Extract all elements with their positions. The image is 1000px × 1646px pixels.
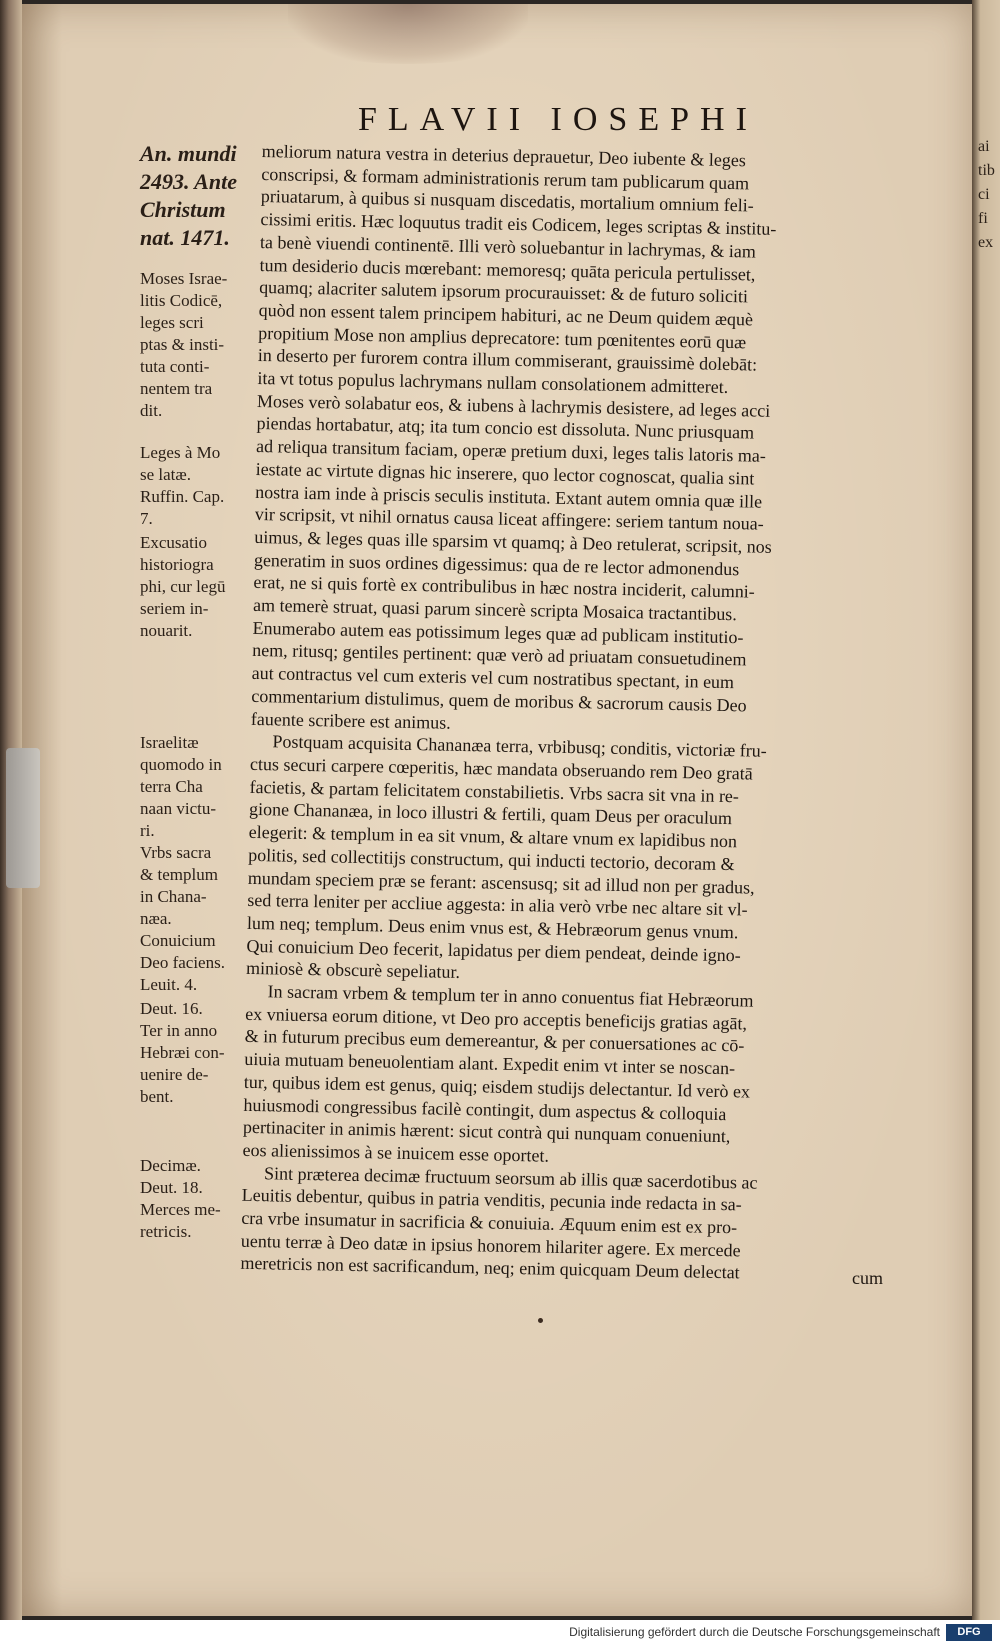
margin-note-line: nentem tra (140, 379, 213, 398)
body-line: Moses verò solabatur eos, & iubens à lachrymis desistere, ad leges acci (256, 390, 771, 421)
margin-note (140, 930, 260, 996)
margin-note-line: Hebræi con- (140, 1043, 225, 1062)
margin-note-line: Leges à Mo (140, 443, 221, 462)
margin-note-line: An. mundi (140, 141, 237, 166)
sliver-fragment: ex (978, 234, 994, 251)
sliver-fragment: ci (978, 186, 990, 203)
body-line: gione Chananæa, in loco illustri & fertili, quam Deus per oraculum (248, 799, 733, 829)
margin-note-line: Deo faciens. (140, 953, 225, 972)
margin-note-line: litis Codicē, (140, 291, 223, 310)
margin-note-line: seriem in- (140, 599, 209, 618)
body-line: meretricis non est sacrificandum, neq; enim quicquam Deum delectat (240, 1253, 740, 1283)
body-line: Sint præterea decimæ fructuum seorsum ab illis quæ sacerdotibus ac (263, 1162, 758, 1193)
margin-note-line: quomodo in (140, 755, 222, 774)
body-line: am temerè struat, quasi parum sincerè scripta Mosaica tractantibus. (252, 594, 738, 625)
running-title: FLAVII IOSEPHI (358, 101, 758, 138)
margin-note-line: Israelitæ (140, 733, 199, 752)
dfg-logo: DFG (946, 1624, 992, 1641)
margin-note-line: terra Cha (140, 777, 203, 796)
body-line: & in futurum precibus eum demereantur, & per conuersationes ac cō- (244, 1026, 745, 1056)
body-line: piendas hortabatur, atq; ita tum concio est dissoluta. Nunc priusquam (256, 413, 755, 443)
margin-note-line: tuta conti- (140, 357, 210, 376)
body-line: ad reliqua transitum faciam, operæ pretium duxi, leges talis latoris ma- (255, 436, 767, 466)
margin-note (140, 532, 260, 642)
body-line: Leuitis debentur, quibus in patria venditis, pecunia inde redacta in sa- (241, 1185, 742, 1215)
body-line: ex vniuersa eorum ditione, vt Deo pro acceptis beneficijs gratias agāt, (245, 1003, 748, 1034)
body-line: tur, quibus idem est genus, quiq; eisdem studijs delectantur. Id verò ex (243, 1071, 751, 1102)
page-clip (6, 748, 40, 888)
body-line: cissimi eritis. Hæc loquutus tradit eis Codicem, leges scriptas & institu- (260, 209, 777, 239)
body-line: erat, ne si quis fortè ex contribulibus in hæc nostra inciderit, calumni- (253, 572, 755, 602)
margin-note-line: ptas & insti- (140, 335, 225, 354)
margin-note-line: phi, cur legū (140, 577, 226, 596)
margin-note-line: historiogra (140, 555, 214, 574)
body-line: in deserto per furorem contra illum commiserant, grauissimè dolebāt: (257, 345, 758, 375)
body-line: In sacram vrbem & templum ter in anno conuentus fiat Hebræorum (267, 981, 754, 1011)
footer-credit: Digitalisierung gefördert durch die Deutsche Forschungsgemeinschaft (569, 1625, 940, 1639)
margin-note-line: se latæ. (140, 465, 191, 484)
body-line: uimus, & leges quas ille sparsim vt quamq; à Deo retulerat, scripsit, nos (254, 526, 772, 557)
margin-note (140, 998, 260, 1020)
body-line: tum desiderio ducis mœrebant: memoresq; quāta pericula pertulisset, (259, 254, 756, 285)
body-line: huiusmodi congressibus facilè contingit, dum aspectus & colloquia (243, 1094, 727, 1124)
margin-note-line: Vrbs sacra (140, 843, 212, 862)
margin-note-line: Decimæ. (140, 1156, 201, 1175)
margin-note-line: naan victu- (140, 799, 216, 818)
margin-note-line: & templum (140, 865, 218, 884)
sliver-fragment: fi (978, 210, 988, 227)
margin-note-line: Christum (140, 197, 226, 222)
margin-note-line: Leuit. 4. (140, 975, 198, 994)
body-line: facietis, & partam felicitatem constabilietis. Vrbs sacra sit vna in re- (249, 776, 740, 806)
body-line: uentu terræ à Deo datæ in ipsius honorem hilariter agere. Ex mercede (240, 1230, 741, 1261)
body-line: mundam speciem præ se ferant: ascensusq; sit ad illud non per gradus, (247, 867, 755, 898)
sliver-fragment: ai (978, 138, 990, 155)
next-page-text (978, 135, 998, 255)
body-line: ta benè viuendi continentē. Illi verò soluebantur in lachrymas, & iam (259, 231, 757, 262)
margin-note-line: ri. (140, 821, 155, 840)
body-text (240, 140, 902, 1287)
margin-note-line: in Chana- (140, 887, 207, 906)
margin-note-line: retricis. (140, 1222, 192, 1241)
body-line: conscripsi, & formam administrationis rerum tam publicarum quam (261, 163, 750, 194)
margin-note-line: Deut. 18. (140, 1178, 203, 1197)
sliver-fragment: tib (978, 162, 995, 179)
margin-note-line: nat. 1471. (140, 225, 230, 250)
body-line: propitium Mose non amplius deprecatore: tum pœnitentes eorū quæ (258, 322, 747, 352)
margin-note-line: Ruffin. Cap. (140, 487, 225, 506)
body-line: lum neq; templum. Deus enim vnus est, & Hebræorum genus vnum. (246, 912, 739, 943)
body-line: eos alienissimos à se inuicem esse oportet. (242, 1139, 550, 1166)
body-line: ctus securi carpere cœperitis, hæc mandata obseruando rem Deo gratā (249, 753, 753, 784)
margin-note-line: Conuicium (140, 931, 216, 950)
body-line: commentarium distulimus, quem de moribus & sacrorum causis Deo (251, 685, 747, 716)
margin-note-line: næa. (140, 909, 172, 928)
margin-note (140, 1020, 260, 1108)
footer-bar (0, 1620, 1000, 1646)
body-line: ita vt totus populus lachrymans nullam consolationem admitteret. (257, 367, 729, 398)
margin-note-line: leges scri (140, 313, 204, 332)
body-line: vir scripsit, vt nihil ornatus causa liceat affingere: seriem tantum noua- (254, 504, 764, 534)
body-line: uiuia mutuam beneuolentiam alant. Expedit enim vt inter se noscan- (244, 1048, 736, 1079)
margin-note-line: nouarit. (140, 621, 193, 640)
margin-note (140, 442, 260, 530)
body-line: priuatarum, à quibus si nusquam discedatis, mortalium omnium feli- (260, 186, 754, 216)
body-line: nem, ritusq; gentiles pertinent: quæ verò ad priuatam consuetudinem (252, 640, 747, 670)
body-line: miniosè & obscurè sepeliatur. (245, 958, 461, 983)
margin-note (140, 842, 260, 930)
body-line: fauente scribere est animus. (250, 708, 451, 733)
body-line: nostra iam inde à priscis seculis instituta. Extant autem omnia quæ ille (255, 481, 763, 512)
body-line: elegerit: & templum in ea sit vnum, & altare vnum ex lapidibus non (248, 821, 738, 852)
body-line: pertinaciter in animis hærent: sicut contrà qui nunquam conueniunt, (242, 1117, 731, 1147)
body-line: generatim in suos ordines digessimus: qua de re lector admonendus (253, 549, 740, 579)
margin-note-line: Excusatio (140, 533, 208, 552)
margin-note-line: bent. (140, 1087, 174, 1106)
body-line: aut contractus vel cum exteris vel cum nostratibus spectant, in eum (251, 663, 735, 693)
body-line: Postquam acquisita Chananæa terra, vrbibusq; conditis, victoriæ fru- (272, 731, 767, 762)
body-line: politis, sed collectitijs constructum, qui inducti tectorio, decoram & (248, 844, 735, 875)
margin-note-line: dit. (140, 401, 163, 420)
margin-note (140, 732, 260, 842)
margin-note-line: uenire de- (140, 1065, 209, 1084)
margin-note (140, 268, 260, 422)
margin-note-line: Ter in anno (140, 1021, 218, 1040)
catchword: cum (852, 1268, 883, 1288)
ink-dot (538, 1318, 543, 1323)
margin-note (140, 140, 260, 252)
margin-note-line: Moses Israe- (140, 269, 228, 288)
water-stain (288, 4, 528, 64)
body-line: sed terra leniter per accliue aggesta: in alia verò vrbe nec altare sit vl- (247, 890, 748, 920)
body-line: Qui conuicium Deo fecerit, lapidatus per diem pendeat, deinde igno- (246, 935, 741, 965)
body-line: cra vrbe insumatur in sacrificia & conuiuia. Æquum enim est ex pro- (241, 1207, 738, 1238)
body-line: Enumerabo autem eas potissimum leges quæ ad publicam institutio- (252, 617, 744, 648)
margin-note-line: Merces me- (140, 1200, 221, 1219)
body-line: quòd non essent talem principem habituri, ac ne Deum quidem æquè (258, 299, 754, 330)
body-line: quamq; alacriter salutem ipsorum procurauisset: & de futuro soliciti (258, 277, 749, 307)
body-line: iestate ac virtute dignas hic inserere, quo lector cognoscat, qualia sint (255, 458, 755, 489)
margin-note-line: 2493. Ante (140, 169, 237, 194)
margin-note-line: Deut. 16. (140, 999, 203, 1018)
margin-note-line: 7. (140, 509, 153, 528)
body-line: meliorum natura vestra in deterius deprauetur, Deo iubente & leges (261, 140, 747, 171)
